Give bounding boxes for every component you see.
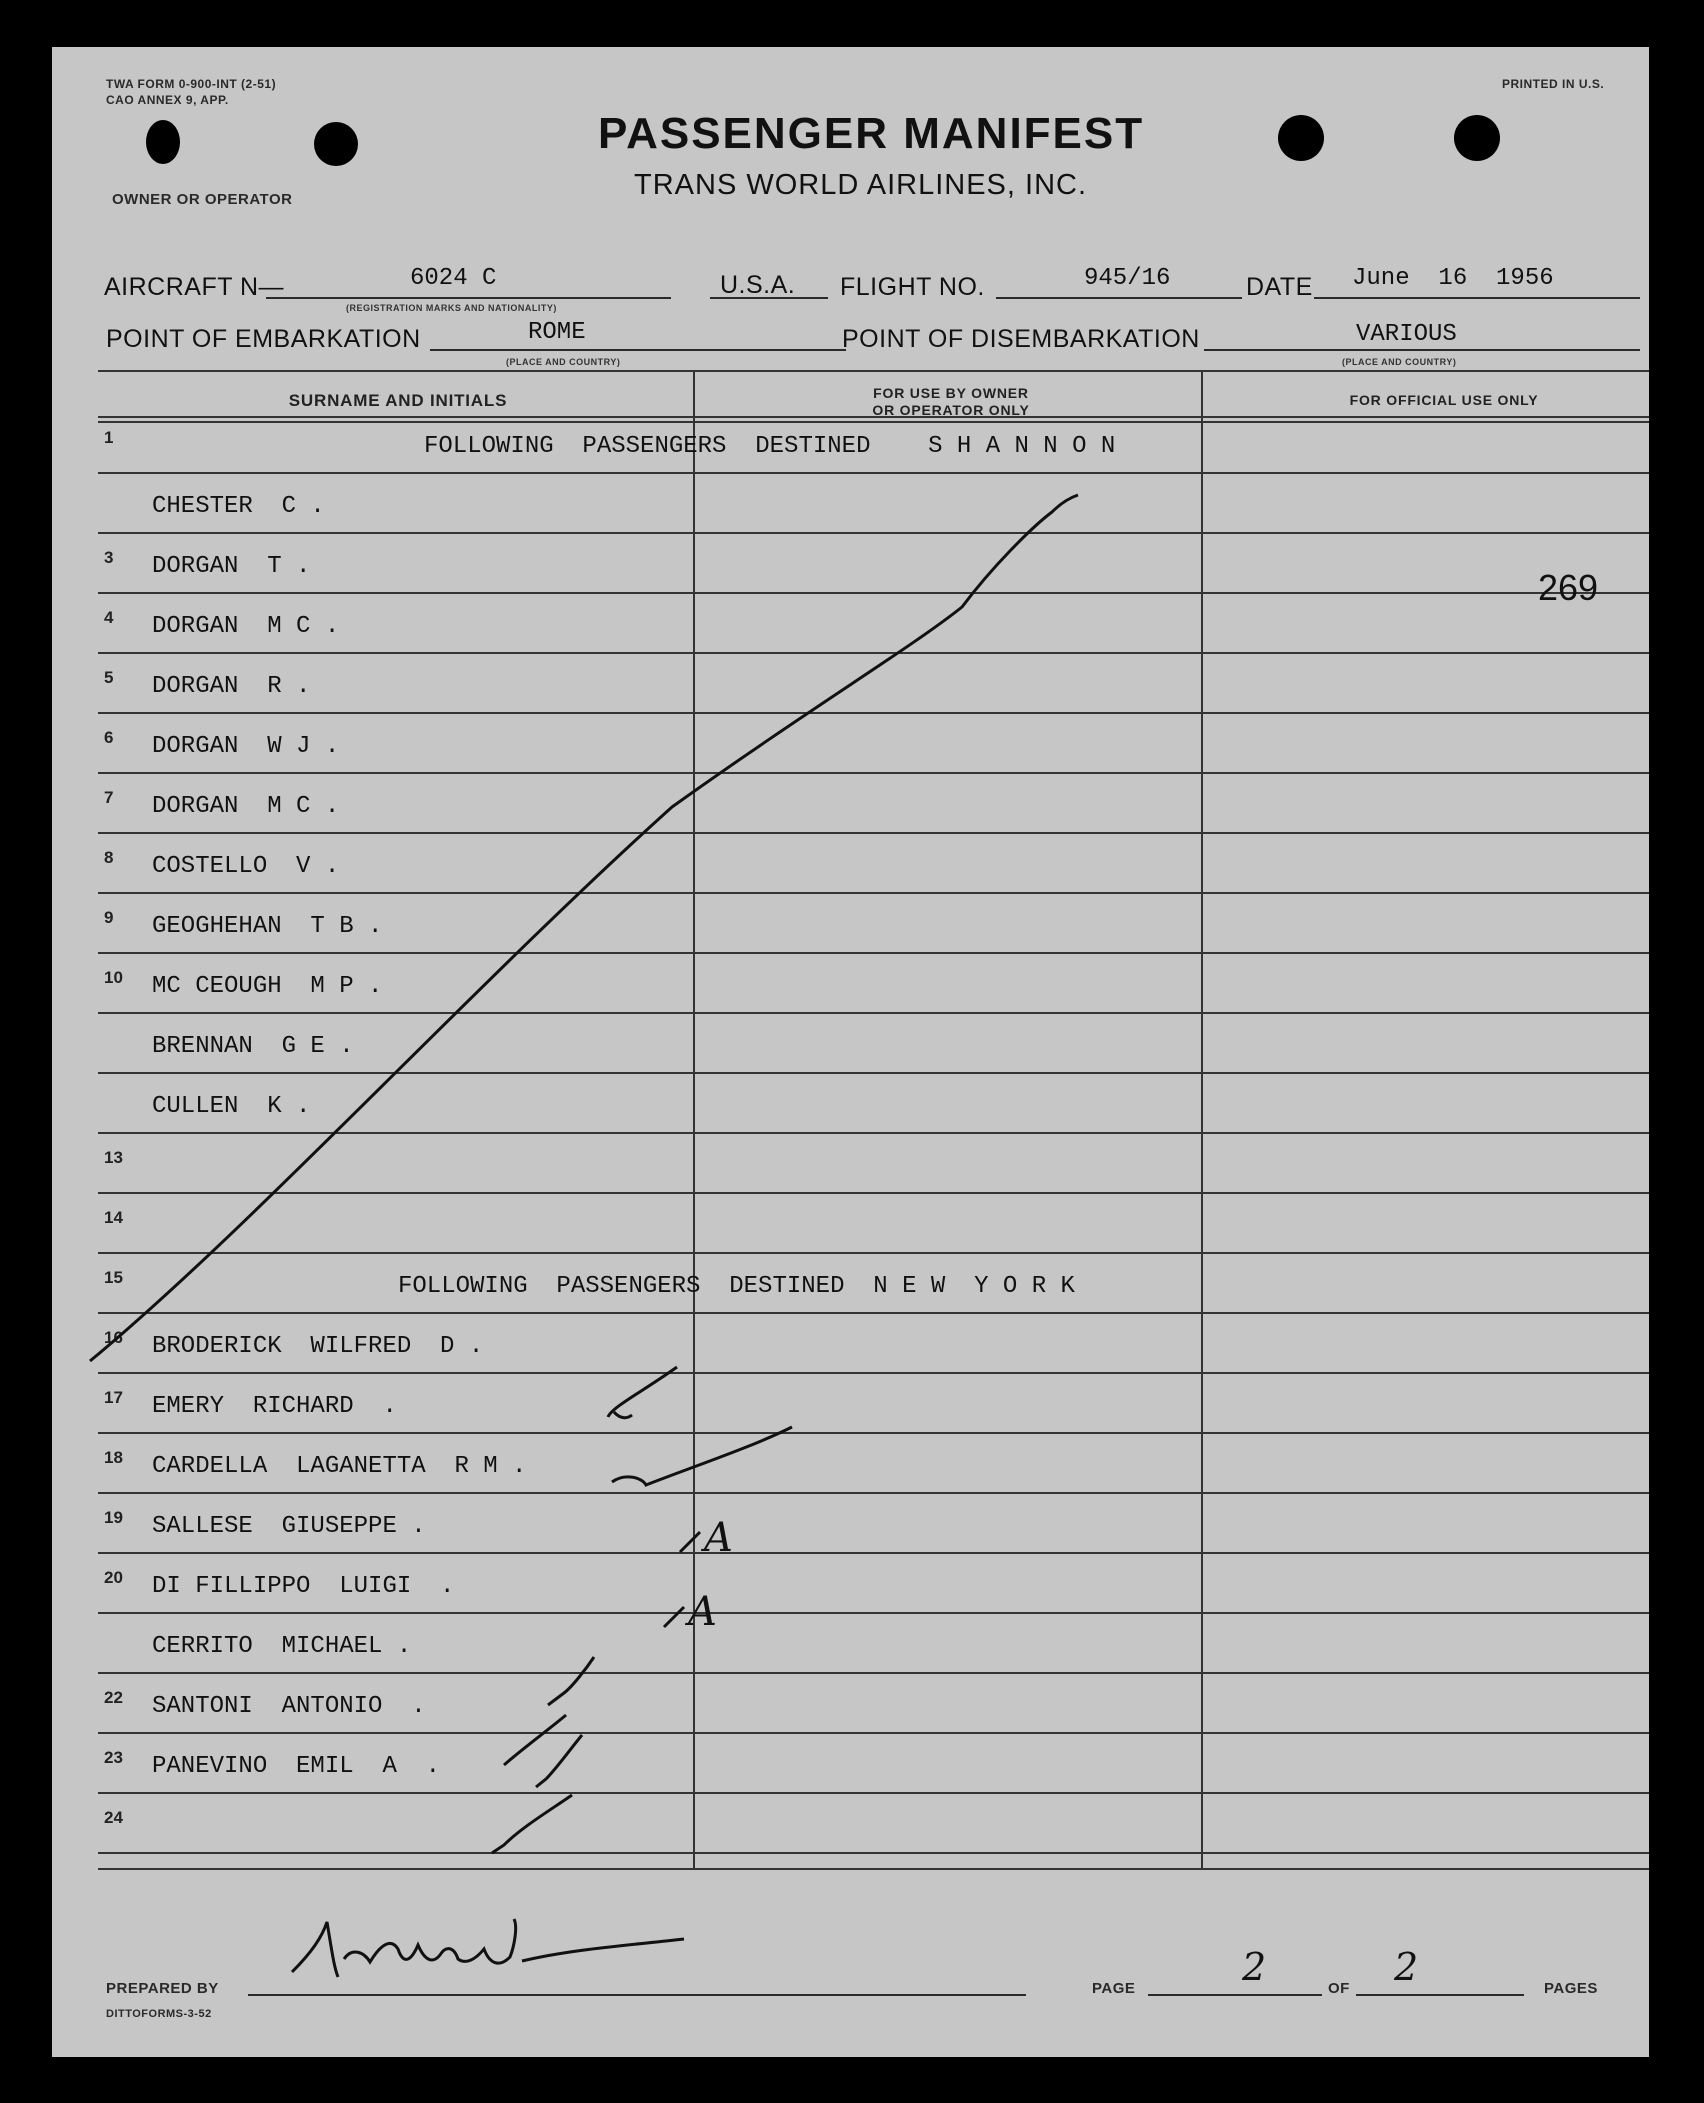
manifest-sheet bbox=[52, 47, 1649, 2057]
passenger-name: DI FILLIPPO LUIGI . bbox=[152, 1573, 455, 1600]
row-number: 17 bbox=[104, 1388, 123, 1407]
table-row bbox=[52, 965, 1649, 1025]
passenger-name: EMERY RICHARD . bbox=[152, 1393, 397, 1420]
embark-value: ROME bbox=[528, 319, 586, 346]
date-label: DATE bbox=[1246, 273, 1313, 301]
passenger-name: DORGAN T . bbox=[152, 553, 311, 580]
passenger-name: FOLLOWING PASSENGERS DESTINED S H A N N O N bbox=[424, 433, 1116, 460]
row-number: 6 bbox=[104, 728, 114, 747]
col-header-surname: SURNAME AND INITIALS bbox=[288, 391, 508, 410]
table-row bbox=[52, 1025, 1649, 1085]
table-row bbox=[52, 1145, 1649, 1205]
hand-mark-a: A bbox=[688, 1589, 717, 1635]
printed-in: PRINTED IN U.S. bbox=[1502, 77, 1605, 91]
page-title: PASSENGER MANIFEST bbox=[598, 109, 1145, 158]
row-number: 10 bbox=[104, 968, 123, 987]
table-row bbox=[52, 605, 1649, 665]
passenger-name: BRODERICK WILFRED D . bbox=[152, 1333, 484, 1360]
pages-label: PAGES bbox=[1544, 1980, 1598, 1997]
row-number: 14 bbox=[104, 1208, 123, 1227]
prepared-label: PREPARED BY bbox=[106, 1980, 219, 1997]
passenger-name: FOLLOWING PASSENGERS DESTINED N E W Y O R K bbox=[398, 1273, 1075, 1300]
passenger-name: CARDELLA LAGANETTA R M . bbox=[152, 1453, 527, 1480]
page-value: 2 bbox=[1242, 1945, 1267, 1989]
row-number: 18 bbox=[104, 1448, 123, 1467]
row-number: 9 bbox=[104, 908, 114, 927]
table-row bbox=[52, 1565, 1649, 1625]
table-row bbox=[52, 1625, 1649, 1685]
passenger-name: MC CEOUGH M P . bbox=[152, 973, 383, 1000]
row-number: 7 bbox=[104, 788, 114, 807]
table-row bbox=[52, 725, 1649, 785]
aircraft-value: 6024 C bbox=[410, 265, 497, 292]
row-number: 23 bbox=[104, 1748, 123, 1767]
table-row bbox=[52, 1385, 1649, 1445]
passenger-name: SANTONI ANTONIO . bbox=[152, 1693, 426, 1720]
aircraft-caption: (REGISTRATION MARKS AND NATIONALITY) bbox=[346, 303, 557, 313]
row-number: 15 bbox=[104, 1268, 123, 1287]
row-number: 5 bbox=[104, 668, 114, 687]
passenger-name: DORGAN W J . bbox=[152, 733, 340, 760]
of-value: 2 bbox=[1394, 1945, 1419, 1989]
disembark-label: POINT OF DISEMBARKATION bbox=[842, 325, 1200, 353]
row-number: 1 bbox=[104, 428, 114, 447]
embark-label: POINT OF EMBARKATION bbox=[106, 325, 421, 353]
aircraft-label: AIRCRAFT N— bbox=[104, 273, 285, 301]
passenger-name: CULLEN K . bbox=[152, 1093, 311, 1120]
row-number: 22 bbox=[104, 1688, 123, 1707]
table-row bbox=[52, 1265, 1649, 1325]
row-number: 20 bbox=[104, 1568, 123, 1587]
passenger-name: CHESTER C . bbox=[152, 493, 325, 520]
table-row bbox=[52, 1505, 1649, 1565]
row-number: 24 bbox=[104, 1808, 123, 1827]
passenger-name: COSTELLO V . bbox=[152, 853, 340, 880]
table-row bbox=[52, 665, 1649, 725]
row-number: 16 bbox=[104, 1328, 123, 1347]
passenger-name: PANEVINO EMIL A . bbox=[152, 1753, 441, 1780]
flight-value: 945/16 bbox=[1084, 265, 1171, 292]
table-row bbox=[52, 1325, 1649, 1385]
embark-caption: (PLACE AND COUNTRY) bbox=[506, 357, 621, 367]
row-number: 19 bbox=[104, 1508, 123, 1527]
passenger-name: DORGAN M C . bbox=[152, 613, 340, 640]
table-row bbox=[52, 1085, 1649, 1145]
row-number: 3 bbox=[104, 548, 114, 567]
passenger-name: DORGAN R . bbox=[152, 673, 311, 700]
passenger-name: CERRITO MICHAEL . bbox=[152, 1633, 412, 1660]
nationality: U.S.A. bbox=[720, 271, 796, 299]
table-row bbox=[52, 1745, 1649, 1805]
table-row bbox=[52, 1685, 1649, 1745]
table-row bbox=[52, 1805, 1649, 1865]
hand-mark-a: A bbox=[704, 1515, 733, 1561]
row-number: 13 bbox=[104, 1148, 123, 1167]
table-row bbox=[52, 1205, 1649, 1265]
passenger-name: SALLESE GIUSEPPE . bbox=[152, 1513, 426, 1540]
flight-label: FLIGHT NO. bbox=[840, 273, 985, 301]
of-label: OF bbox=[1328, 1980, 1350, 1997]
airline-name: TRANS WORLD AIRLINES, INC. bbox=[634, 169, 1088, 201]
disembark-caption: (PLACE AND COUNTRY) bbox=[1342, 357, 1457, 367]
passenger-name: DORGAN M C . bbox=[152, 793, 340, 820]
form-id: TWA FORM 0-900-INT (2-51) bbox=[106, 77, 277, 91]
table-row bbox=[52, 845, 1649, 905]
passenger-name: BRENNAN G E . bbox=[152, 1033, 354, 1060]
table-row bbox=[52, 1445, 1649, 1505]
official-note: 269 bbox=[1538, 567, 1599, 608]
col-header-official: FOR OFFICIAL USE ONLY bbox=[1349, 392, 1539, 408]
page-label: PAGE bbox=[1092, 1980, 1136, 1997]
passenger-name: GEOGHEHAN T B . bbox=[152, 913, 383, 940]
dittoforms-code: DITTOFORMS-3-52 bbox=[106, 2008, 212, 2020]
owner-operator-caption: OWNER OR OPERATOR bbox=[112, 191, 293, 208]
table-row bbox=[52, 485, 1649, 545]
table-row bbox=[52, 785, 1649, 845]
date-value: June 16 1956 bbox=[1352, 265, 1554, 292]
row-number: 8 bbox=[104, 848, 114, 867]
table-row bbox=[52, 425, 1649, 485]
table-row bbox=[52, 545, 1649, 605]
disembark-value: VARIOUS bbox=[1356, 321, 1457, 348]
row-number: 4 bbox=[104, 608, 114, 627]
col-header-owner-use: FOR USE BY OWNER OR OPERATOR ONLY bbox=[872, 385, 1030, 418]
table-row bbox=[52, 905, 1649, 965]
form-annex: CAO ANNEX 9, APP. bbox=[106, 93, 229, 107]
